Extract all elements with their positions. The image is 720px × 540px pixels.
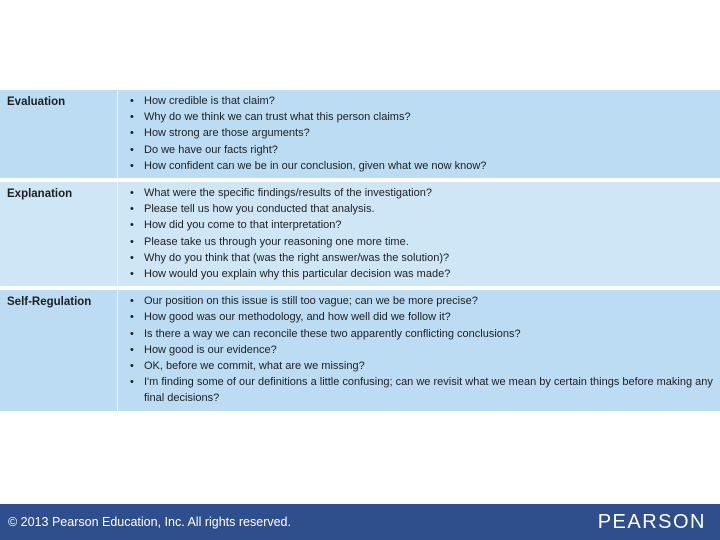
question-list-evaluation — [118, 90, 720, 178]
question-item: • I'm finding some of our definitions a little confusing; can we revisit what we mean by certain things before making any final decisions? — [144, 374, 716, 406]
question-item: • How credible is that claim? — [144, 93, 716, 109]
question-item: • Please take us through your reasoning one more time. — [144, 234, 716, 250]
question-item: • Is there a way we can reconcile these two apparently conflicting conclusions? — [144, 326, 716, 342]
question-item: • Please tell us how you conducted that analysis. — [144, 201, 716, 217]
category-label-evaluation: Evaluation — [0, 90, 118, 178]
question-item: • Our position on this issue is still too vague; can we be more precise? — [144, 293, 716, 309]
question-item: • How confident can we be in our conclusion, given what we now know? — [144, 158, 716, 174]
table-row-explanation — [0, 182, 720, 286]
footer-bar — [0, 504, 720, 540]
question-item: • How did you come to that interpretation? — [144, 217, 716, 233]
questions-table — [0, 90, 720, 411]
pearson-logo: PEARSON — [597, 511, 706, 533]
question-list-explanation — [118, 182, 720, 286]
question-item: • Do we have our facts right? — [144, 142, 716, 158]
question-item: • What were the specific findings/results of the investigation? — [144, 185, 716, 201]
question-item: • OK, before we commit, what are we missing? — [144, 358, 716, 374]
question-item: • How strong are those arguments? — [144, 125, 716, 141]
question-item: • Why do you think that (was the right answer/was the solution)? — [144, 250, 716, 266]
question-item: • How good was our methodology, and how well did we follow it? — [144, 309, 716, 325]
question-item: • How would you explain why this particular decision was made? — [144, 266, 716, 282]
table-row-evaluation — [0, 90, 720, 178]
copyright-text: © 2013 Pearson Education, Inc. All rights reserved. — [8, 515, 291, 529]
category-label-self-regulation: Self-Regulation — [0, 290, 118, 410]
question-item: • How good is our evidence? — [144, 342, 716, 358]
question-list-self-regulation — [118, 290, 720, 410]
table-row-self-regulation — [0, 290, 720, 410]
question-item: • Why do we think we can trust what this person claims? — [144, 109, 716, 125]
category-label-explanation: Explanation — [0, 182, 118, 286]
